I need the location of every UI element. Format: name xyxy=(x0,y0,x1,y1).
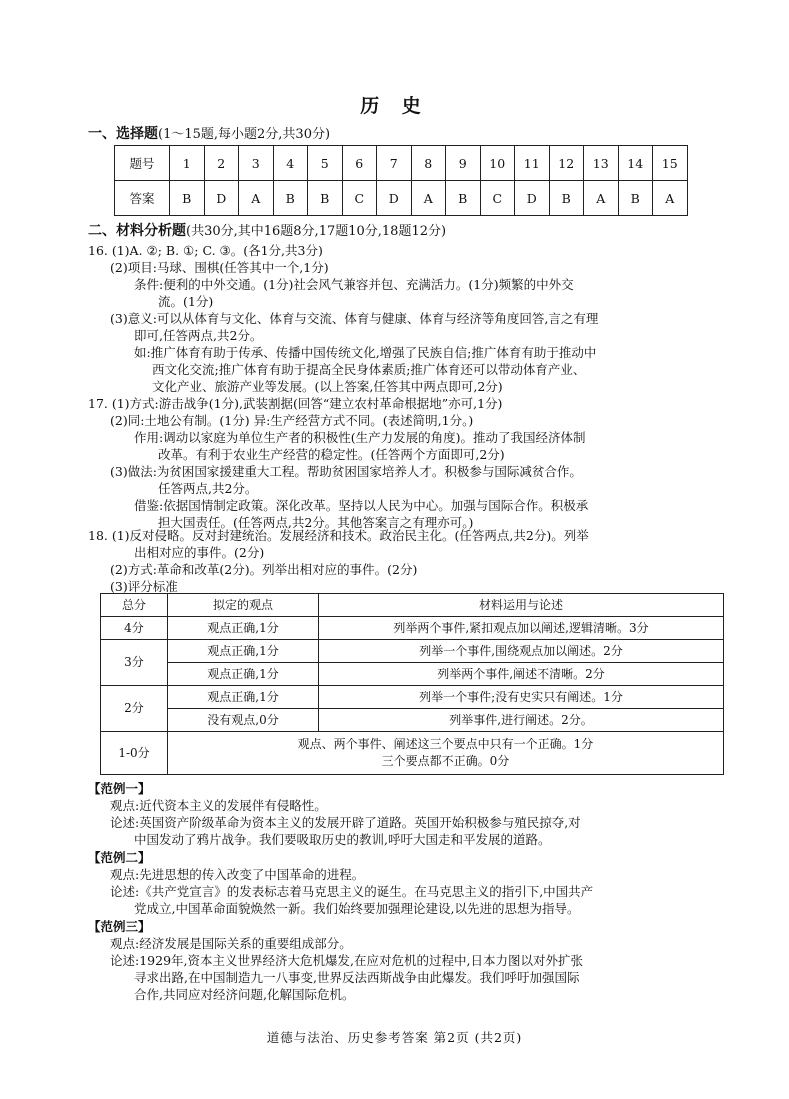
example-line: 中国发动了鸦片战争。我们要吸取历史的教训,呼吁大国走和平发展的道路。 xyxy=(134,832,551,847)
rubric-viewpoint: 观点正确,1分 xyxy=(168,617,319,640)
question-number: 3 xyxy=(239,146,274,181)
example-line: 论述:《共产党宣言》的发表标志着马克思主义的诞生。在马克思主义的指引下,中国共产 xyxy=(110,884,594,899)
question-number: 7 xyxy=(377,146,412,181)
question-number: 4 xyxy=(273,146,308,181)
question-number: 5 xyxy=(308,146,343,181)
rubric-score: 3分 xyxy=(101,640,168,686)
q16-line: 文化产业、旅游产业等发展。(以上答案,任答其中两点即可,2分) xyxy=(152,379,503,394)
page-title: 历 史 xyxy=(360,95,429,117)
rubric-score: 2分 xyxy=(101,686,168,732)
question-number: 1 xyxy=(170,146,205,181)
rubric-argument: 列举两个事件,紧扣观点加以阐述,逻辑清晰。3分 xyxy=(319,617,724,640)
question-number: 13 xyxy=(584,146,619,181)
example-2 xyxy=(88,849,728,917)
rubric-row xyxy=(101,640,724,663)
question-number: 15 xyxy=(653,146,688,181)
example-3 xyxy=(88,918,728,1003)
rubric-criteria-line: 三个要点都不正确。0分 xyxy=(381,754,510,768)
q17-line: (2)同:土地公有制。(1分) 异:生产经营方式不同。(表述简明,1分。) xyxy=(110,413,474,428)
answer-cell: C xyxy=(480,181,515,216)
answer-row xyxy=(115,181,688,216)
example-label: 【范例二】 xyxy=(88,850,151,865)
answer-cell: D xyxy=(515,181,550,216)
section-2-subtitle: (共30分,其中16题8分,17题10分,18题12分) xyxy=(186,224,447,239)
example-line: 观点:经济发展是国际关系的重要组成部分。 xyxy=(110,936,352,951)
q16-line: 16. (1)A. ②; B. ①; C. ③。(各1分,共3分) xyxy=(88,243,323,258)
question-number: 6 xyxy=(342,146,377,181)
row-label-number: 题号 xyxy=(115,146,170,181)
q16-line: (2)项目:马球、围棋(任答其中一个,1分) xyxy=(110,260,329,275)
rubric-header: 材料运用与论述 xyxy=(319,594,724,617)
answer-cell: B xyxy=(549,181,584,216)
answer-cell: A xyxy=(584,181,619,216)
rubric-header-row xyxy=(101,594,724,617)
rubric-header: 总分 xyxy=(101,594,168,617)
rubric-viewpoint: 没有观点,0分 xyxy=(168,709,319,732)
answer-cell: C xyxy=(342,181,377,216)
q17-line: 17. (1)方式:游击战争(1分),武装割据(回答“建立农村革命根据地”亦可,1分) xyxy=(88,396,503,411)
answer-cell: D xyxy=(377,181,412,216)
example-1 xyxy=(88,780,728,848)
rubric-row xyxy=(101,617,724,640)
question-16-answer xyxy=(88,242,728,395)
rubric-viewpoint: 观点正确,1分 xyxy=(168,663,319,686)
rubric-row xyxy=(101,686,724,709)
q18-line: 出相对应的事件。(2分) xyxy=(134,545,265,560)
multiple-choice-answer-table xyxy=(114,145,688,216)
section-2-title: 二、材料分析题 xyxy=(88,223,186,239)
example-line: 论述:1929年,资本主义世界经济大危机爆发,在应对危机的过程中,日本力图以对外扩张 xyxy=(110,953,583,968)
example-line: 论述:英国资产阶级革命为资本主义的发展开辟了道路。英国开始积极参与殖民掠夺,对 xyxy=(110,815,581,830)
rubric-viewpoint: 观点正确,1分 xyxy=(168,686,319,709)
answer-cell: A xyxy=(239,181,274,216)
q18-line: (2)方式:革命和改革(2分)。列举出相对应的事件。(2分) xyxy=(110,562,418,577)
answer-cell: B xyxy=(273,181,308,216)
question-number: 9 xyxy=(446,146,481,181)
example-line: 观点:先进思想的传入改变了中国革命的进程。 xyxy=(110,867,365,882)
answer-cell: B xyxy=(308,181,343,216)
example-line: 合作,共同应对经济问题,化解国际危机。 xyxy=(134,987,355,1002)
example-label: 【范例一】 xyxy=(88,781,151,796)
q16-line: 西文化交流;推广体育有助于提高全民身体素质;推广体育还可以带动体育产业、 xyxy=(152,362,586,377)
section-1-subtitle: (1～15题,每小题2分,共30分) xyxy=(158,127,331,142)
example-line: 党成立,中国革命面貌焕然一新。我们始终要加强理论建设,以先进的思想为指导。 xyxy=(134,901,580,916)
q17-line: 担大国责任。(任答两点,共2分。其他答案言之有理亦可。) xyxy=(158,515,474,530)
answer-cell: A xyxy=(411,181,446,216)
answer-cell: D xyxy=(204,181,239,216)
q18-line: (3)评分标准 xyxy=(110,579,178,594)
example-line: 寻求出路,在中国制造九一八事变,世界反法西斯战争由此爆发。我们呼吁加强国际 xyxy=(134,970,580,985)
rubric-argument: 列举一个事件,围绕观点加以阐述。2分 xyxy=(319,640,724,663)
rubric-argument: 列举一个事件;没有史实只有阐述。1分 xyxy=(319,686,724,709)
q16-line: 条件:便利的中外交通。(1分)社会风气兼容并包、充满活力。(1分)频繁的中外交 xyxy=(134,277,574,292)
q18-line: 18. (1)反对侵略。反对封建统治。发展经济和技术。政治民主化。(任答两点,共2分)。列举 xyxy=(88,528,589,543)
q17-line: 作用:调动以家庭为单位生产者的积极性(生产力发展的角度)。推动了我国经济体制 xyxy=(134,430,586,445)
rubric-merged-criteria xyxy=(168,732,724,775)
example-label: 【范例三】 xyxy=(88,919,151,934)
rubric-header: 拟定的观点 xyxy=(168,594,319,617)
question-17-answer xyxy=(88,395,728,531)
question-number: 14 xyxy=(618,146,653,181)
question-number: 2 xyxy=(204,146,239,181)
rubric-row xyxy=(101,709,724,732)
q17-line: 改革。有利于农业生产经营的稳定性。(任答两个方面即可,2分) xyxy=(158,447,505,462)
row-label-answer: 答案 xyxy=(115,181,170,216)
q17-line: 借鉴:依据国情制定政策。深化改革。坚持以人民为中心。加强与国际合作。积极承 xyxy=(134,498,589,513)
rubric-viewpoint: 观点正确,1分 xyxy=(168,640,319,663)
rubric-score: 4分 xyxy=(101,617,168,640)
scoring-rubric-table xyxy=(100,593,724,775)
question-number: 12 xyxy=(549,146,584,181)
rubric-argument: 列举两个事件,阐述不清晰。2分 xyxy=(319,663,724,686)
page-footer: 道德与法治、历史参考答案 第2页 (共2页) xyxy=(266,1030,523,1045)
q17-line: (3)做法:为贫困国家援建重大工程。帮助贫困国家培养人才。积极参与国际减贫合作。 xyxy=(110,464,582,479)
answer-cell: A xyxy=(653,181,688,216)
question-18-answer xyxy=(88,527,728,595)
question-number: 8 xyxy=(411,146,446,181)
answer-cell: B xyxy=(170,181,205,216)
question-number: 11 xyxy=(515,146,550,181)
rubric-argument: 列举事件,进行阐述。2分。 xyxy=(319,709,724,732)
rubric-score: 1-0分 xyxy=(101,732,168,775)
section-2-heading xyxy=(88,223,446,240)
section-1-title: 一、选择题 xyxy=(88,126,158,142)
rubric-row xyxy=(101,732,724,775)
question-number-row xyxy=(115,146,688,181)
q16-line: 流。(1分) xyxy=(158,294,214,309)
q17-line: 任答两点,共2分。 xyxy=(158,481,258,496)
rubric-criteria-line: 观点、两个事件、阐述这三个要点中只有一个正确。1分 xyxy=(297,737,594,751)
section-1-heading xyxy=(88,126,330,143)
answer-cell: B xyxy=(446,181,481,216)
q16-line: 即可,任答两点,共2分。 xyxy=(134,328,263,343)
example-line: 观点:近代资本主义的发展伴有侵略性。 xyxy=(110,798,327,813)
rubric-row xyxy=(101,663,724,686)
question-number: 10 xyxy=(480,146,515,181)
q16-line: 如:推广体育有助于传承、传播中国传统文化,增强了民族自信;推广体育有助于推动中 xyxy=(134,345,597,360)
q16-line: (3)意义:可以从体育与文化、体育与交流、体育与健康、体育与经济等角度回答,言之有理 xyxy=(110,311,599,326)
answer-cell: B xyxy=(618,181,653,216)
